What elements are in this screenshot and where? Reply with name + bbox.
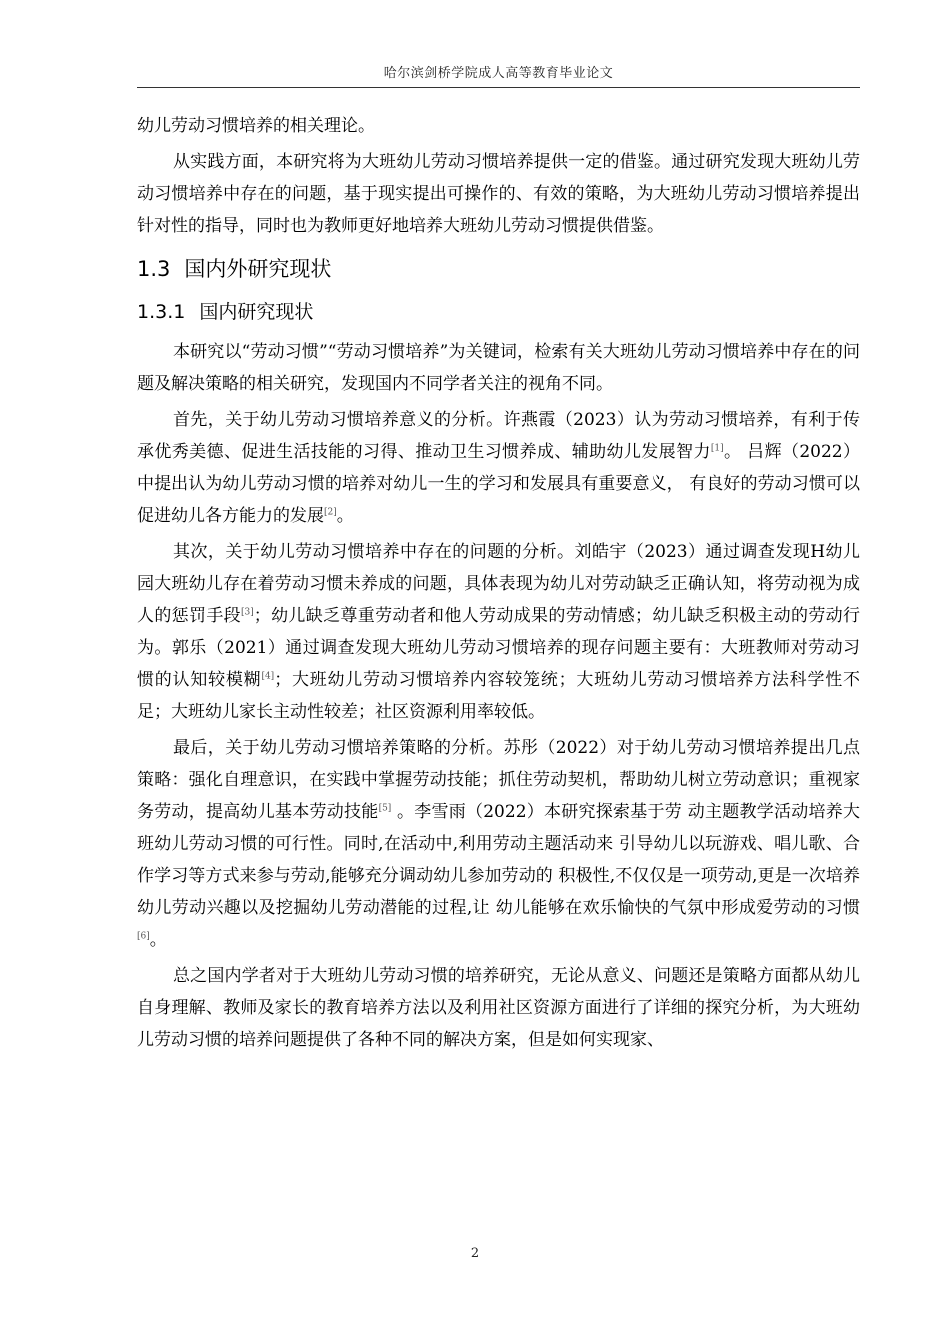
- paragraph-summary: 总之国内学者对于大班幼儿劳动习惯的培养研究，无论从意义、问题还是策略方面都从幼儿自身理解、教师及家长的教育培养方法以及利用社区资源方面进行了详细的探究分析，为大班幼儿劳动习惯的培养问题提供了各种不同的解决方案，但是如何实现家、: [137, 966, 860, 1050]
- paragraph-problems: [137, 536, 860, 728]
- page-number: 2: [470, 1246, 480, 1261]
- section-number: 1.3: [137, 257, 171, 281]
- citation-ref-6: [6]: [137, 931, 150, 942]
- paragraph-strategies: [137, 732, 860, 956]
- text-run: 。: [336, 506, 354, 526]
- text-run: 。: [149, 930, 167, 950]
- running-header: 哈尔滨剑桥学院成人高等教育毕业论文: [383, 66, 614, 81]
- paragraph-practice: 从实践方面，本研究将为大班幼儿劳动习惯培养提供一定的借鉴。通过研究发现大班幼儿劳动习惯培养中存在的问题，基于现实提出可操作的、有效的策略，为大班幼儿劳动习惯培养提出针对性的指导，同时也为教师更好地培养大班幼儿劳动习惯提供借鉴。: [137, 152, 860, 236]
- header-rule: [137, 87, 860, 88]
- text-run: 其次，关于幼儿劳动习惯培养中存在的问题的分析。刘皓宇（2023）通过调查发现H幼儿园大班幼儿存在着劳动习惯未养成的问题，具体表现为幼儿对劳动缺乏正确认知，将劳动视为成人的惩罚手段: [137, 542, 860, 626]
- text-run: 。李雪雨（2022）本研究探索基于劳 动主题教学活动培养大班幼儿劳动习惯的可行性。同时,在活动中,利用劳动主题活动来 引导幼儿以玩游戏、唱儿歌、合作学习等方式来参与劳动,能够充分调动幼儿参加劳动的 积极性,不仅仅是一项劳动,更是一次培养幼儿劳动兴趣以及挖掘幼儿劳动潜能的过程,让 幼儿能够在欢乐愉快的气氛中形成爱劳动的习惯: [137, 802, 860, 918]
- citation-ref-5: [5]: [378, 803, 392, 814]
- text-run: ；幼儿缺乏尊重劳动者和他人劳动成果的劳动情感；幼儿缺乏积极主动的劳动行为。郭乐（2021）通过调查发现大班幼儿劳动习惯培养的现存问题主要有：大班教师对劳动习惯的认知较模糊: [137, 606, 861, 690]
- citation-ref-4: [4]: [261, 671, 275, 682]
- document-body: [137, 110, 860, 1060]
- subsection-number: 1.3.1: [137, 301, 186, 323]
- section-heading-1-3: [137, 256, 860, 282]
- text-run: ；大班幼儿劳动习惯培养内容较笼统；大班幼儿劳动习惯培养方法科学性不足；大班幼儿家长主动性较差；社区资源利用率较低。: [137, 670, 861, 722]
- citation-ref-3: [3]: [241, 607, 254, 618]
- paragraph-significance: [137, 404, 860, 532]
- text-run: 首先，关于幼儿劳动习惯培养意义的分析。许燕霞（2023）认为劳动习惯培养，有利于传承优秀美德、促进生活技能的习得、推动卫生习惯养成、辅助幼儿发展智力: [137, 410, 860, 462]
- subsection-heading-1-3-1: [137, 300, 860, 324]
- text-run: 。 吕辉（2022）中提出认为幼儿劳动习惯的培养对幼儿一生的学习和发展具有重要意义， 有良好的劳动习惯可以促进幼儿各方能力的发展: [137, 442, 861, 526]
- subsection-title: 国内研究现状: [199, 301, 314, 323]
- paragraph-continued: 幼儿劳动习惯培养的相关理论。: [137, 116, 375, 136]
- citation-ref-1: [1]: [710, 443, 724, 454]
- section-title: 国内外研究现状: [184, 257, 332, 281]
- paragraph-intro: 本研究以“劳动习惯”“劳动习惯培养”为关键词，检索有关大班幼儿劳动习惯培养中存在的问题及解决策略的相关研究，发现国内不同学者关注的视角不同。: [137, 342, 860, 394]
- text-run: 最后，关于幼儿劳动习惯培养策略的分析。苏彤（2022）对于幼儿劳动习惯培养提出几点策略：强化自理意识，在实践中掌握劳动技能；抓住劳动契机，帮助幼儿树立劳动意识；重视家务劳动，提高幼儿基本劳动技能: [137, 738, 860, 822]
- citation-ref-2: [2]: [324, 507, 337, 518]
